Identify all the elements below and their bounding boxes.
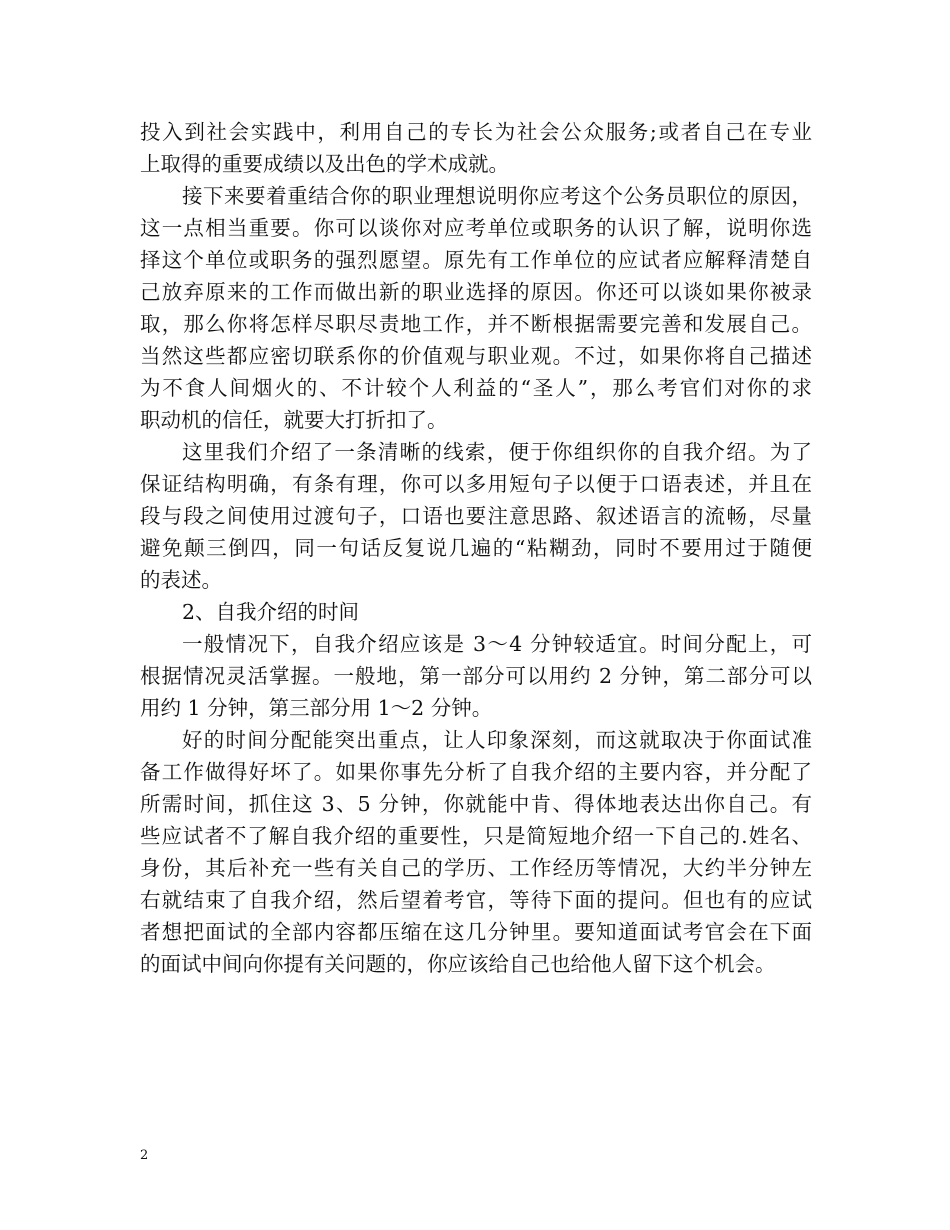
text-line: 职动机的信任，就要大打折扣了。 xyxy=(140,408,448,432)
text-line: 根据情况灵活掌握。一般地，第一部分可以用约 2 分钟，第二部分可以 xyxy=(140,664,812,688)
text-line: 段与段之间使用过渡句子，口语也要注意思路、叙述语言的流畅，尽量 xyxy=(140,504,812,528)
text-line: 上取得的重要成绩以及出色的学术成就。 xyxy=(140,152,509,176)
text-line: 保证结构明确，有条有理，你可以多用短句子以便于口语表述，并且在 xyxy=(140,472,812,496)
text-line: 2、自我介绍的时间 xyxy=(182,600,360,624)
page-number: 2 xyxy=(140,1148,149,1163)
body-text xyxy=(140,116,812,980)
text-line: 的面试中间向你提有关问题的，你应该给自己也给他人留下这个机会。 xyxy=(140,952,776,976)
text-line: 为不食人间烟火的、不计较个人利益的“圣人”，那么考官们对你的求 xyxy=(140,376,812,400)
text-line: 些应试者不了解自我介绍的重要性，只是简短地介绍一下自己的.姓名、 xyxy=(140,824,812,848)
text-line: 身份，其后补充一些有关自己的学历、工作经历等情况，大约半分钟左 xyxy=(140,856,812,880)
text-line: 一般情况下，自我介绍应该是 3～4 分钟较适宜。时间分配上，可 xyxy=(182,632,812,656)
text-line: 者想把面试的全部内容都压缩在这几分钟里。要知道面试考官会在下面 xyxy=(140,920,812,944)
text-line: 取，那么你将怎样尽职尽责地工作，并不断根据需要完善和发展自己。 xyxy=(140,312,812,336)
text-line: 所需时间，抓住这 3、5 分钟，你就能中肯、得体地表达出你自己。有 xyxy=(140,792,812,816)
text-line: 这里我们介绍了一条清晰的线索，便于你组织你的自我介绍。为了 xyxy=(182,440,812,464)
text-line: 右就结束了自我介绍，然后望着考官，等待下面的提问。但也有的应试 xyxy=(140,888,812,912)
text-line: 的表述。 xyxy=(140,568,222,592)
text-line: 避免颠三倒四，同一句话反复说几遍的“粘糊劲，同时不要用过于随便 xyxy=(140,536,812,560)
text-line: 投入到社会实践中，利用自己的专长为社会公众服务;或者自己在专业 xyxy=(140,120,812,144)
text-line: 择这个单位或职务的强烈愿望。原先有工作单位的应试者应解释清楚自 xyxy=(140,248,812,272)
text-line: 己放弃原来的工作而做出新的职业选择的原因。你还可以谈如果你被录 xyxy=(140,280,812,304)
text-line: 备工作做得好坏了。如果你事先分析了自我介绍的主要内容，并分配了 xyxy=(140,760,812,784)
text-line: 接下来要着重结合你的职业理想说明你应考这个公务员职位的原因， xyxy=(182,184,812,208)
text-line: 用约 1 分钟，第三部分用 1～2 分钟。 xyxy=(140,696,493,720)
text-line: 当然这些都应密切联系你的价值观与职业观。不过，如果你将自己描述 xyxy=(140,344,812,368)
text-line: 这一点相当重要。你可以谈你对应考单位或职务的认识了解，说明你选 xyxy=(140,216,812,240)
text-line: 好的时间分配能突出重点，让人印象深刻，而这就取决于你面试准 xyxy=(182,728,812,752)
